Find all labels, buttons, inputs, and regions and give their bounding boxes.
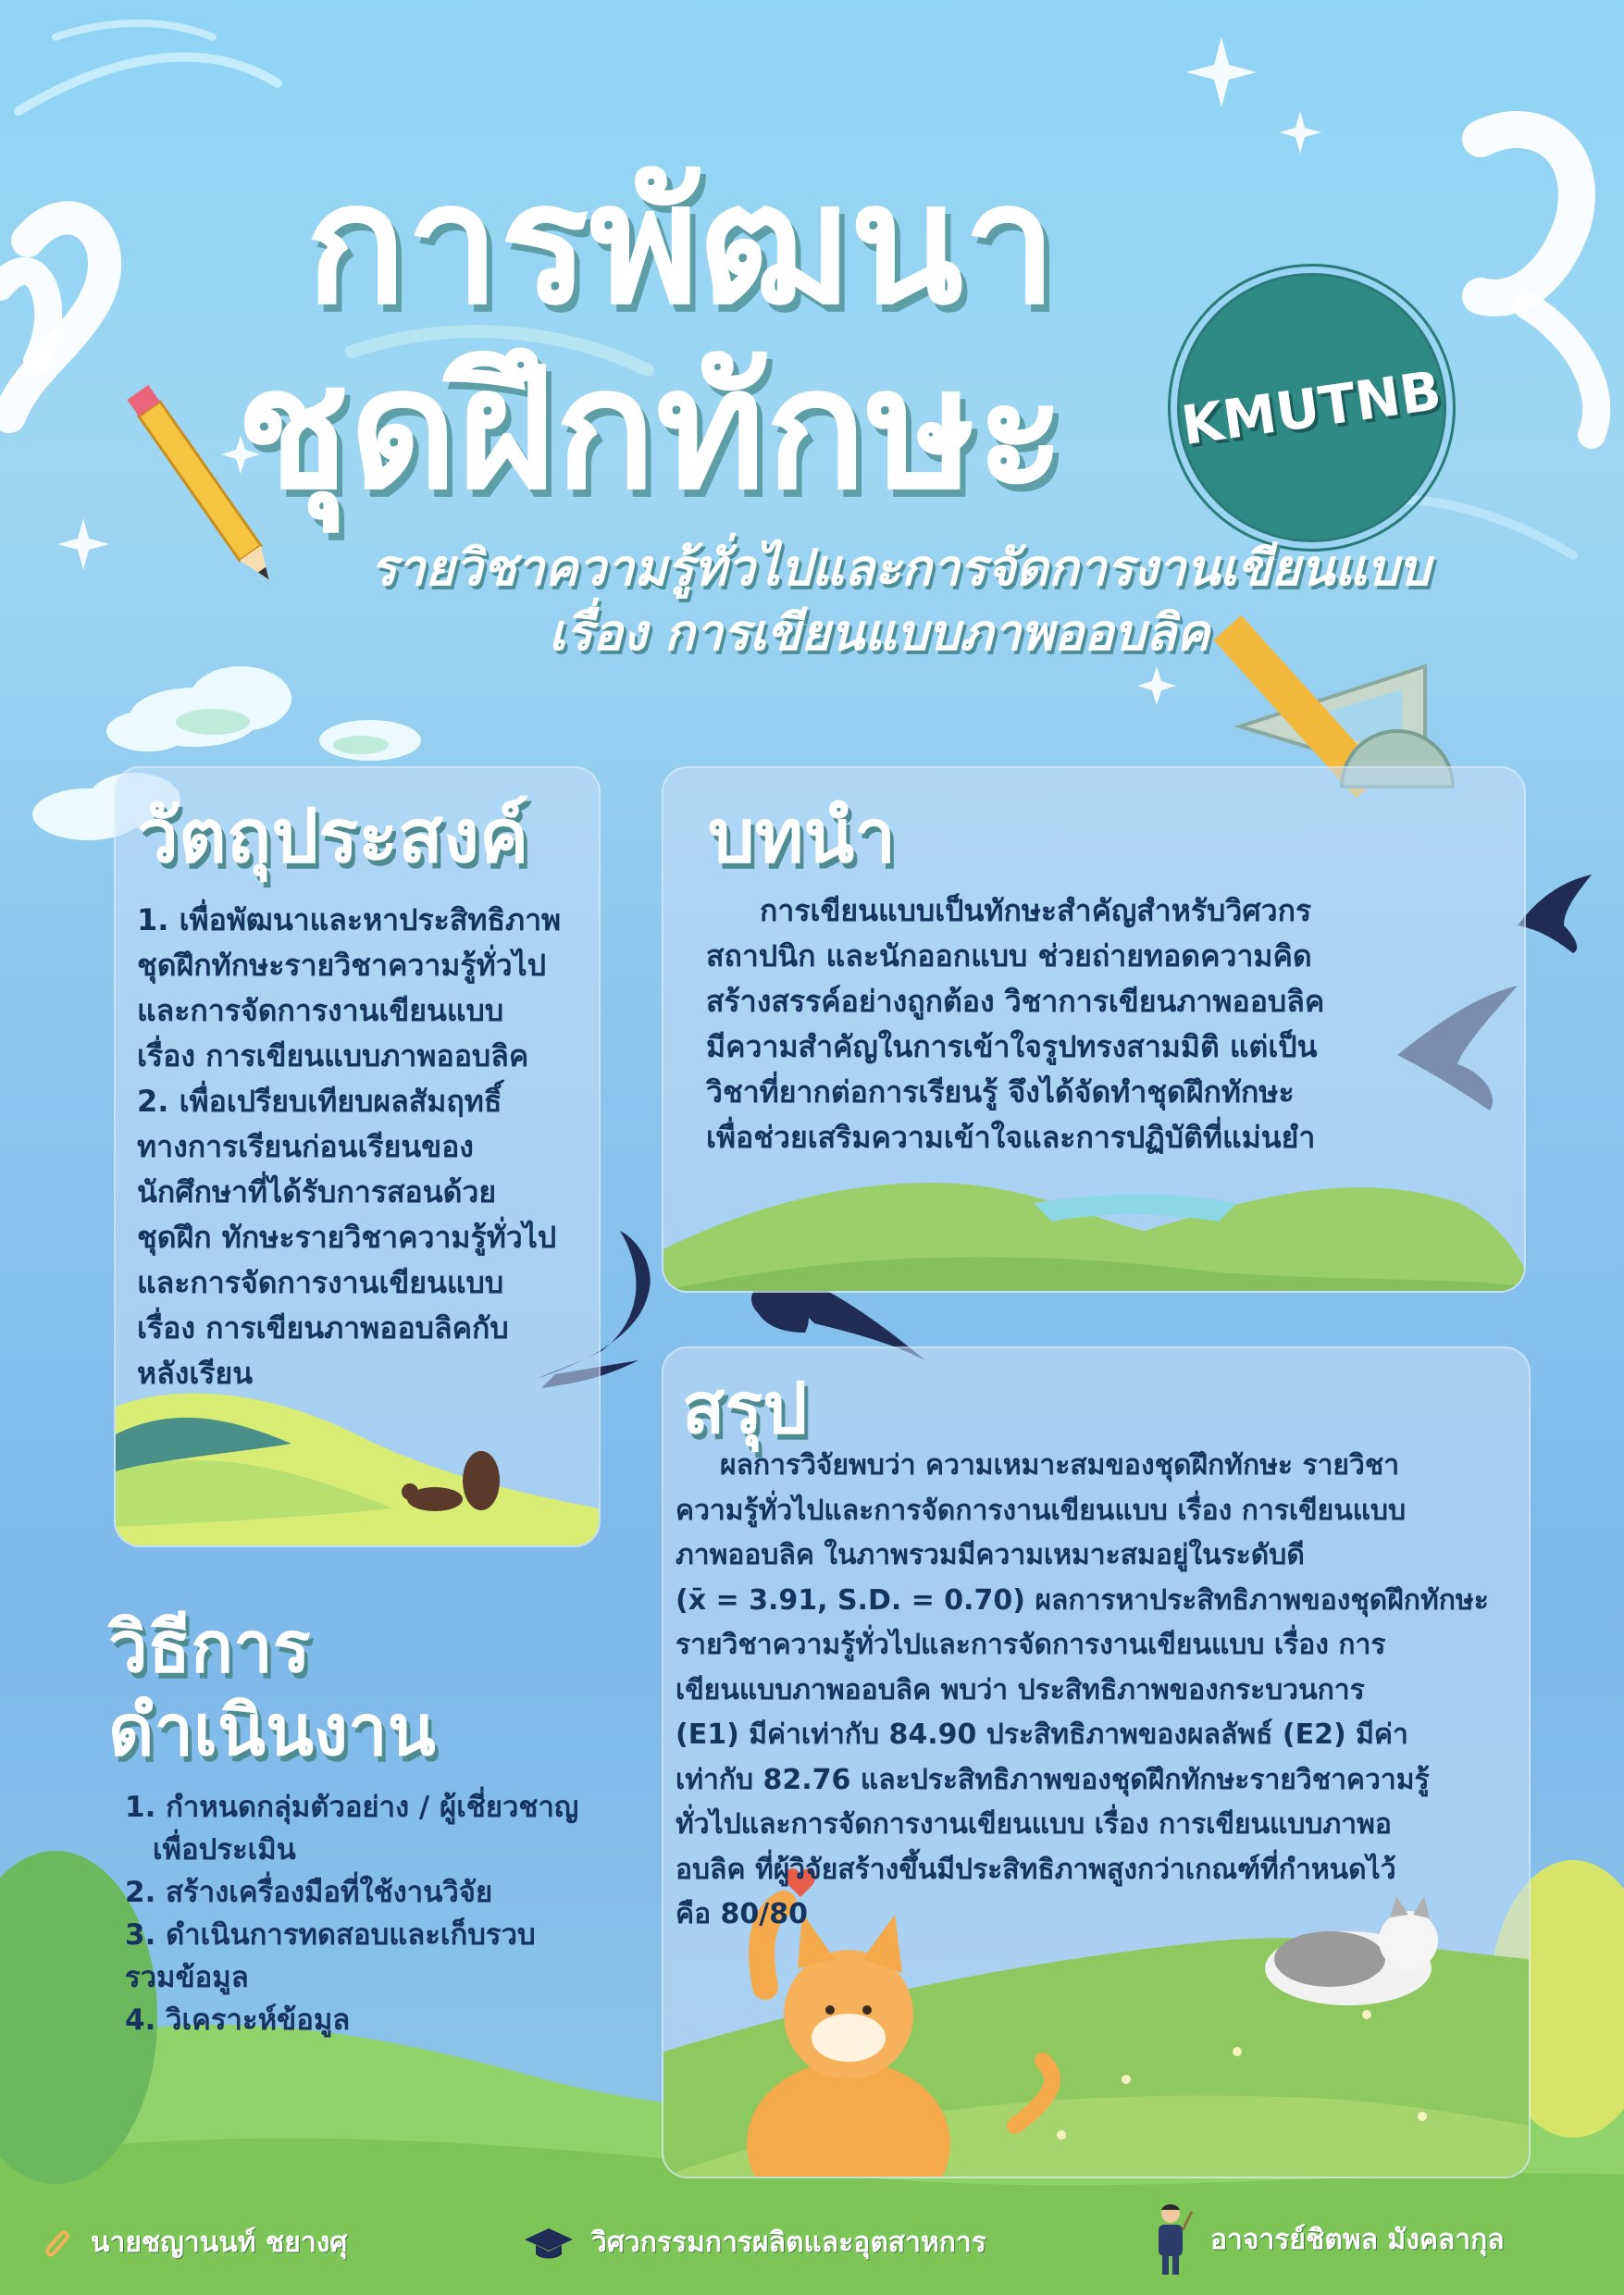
teacher-icon	[1147, 2202, 1194, 2276]
footer-advisor	[1147, 2202, 1505, 2276]
intro-line: เพื่อช่วยเสริมความเข้าใจและการปฏิบัติที่แม่นยำ	[706, 1120, 1316, 1155]
intro-line: วิชาที่ยากต่อการเรียนรู้ จึงได้จัดทำชุดฝึกทักษะ	[706, 1074, 1295, 1110]
objectives-line: เรื่อง การเขียนแบบภาพออบลิค	[137, 1038, 529, 1073]
objectives-line: เรื่อง การเขียนภาพออบลิคกับ	[137, 1310, 509, 1346]
intro-text	[706, 888, 1324, 1160]
conclusion-heading: สรุป	[682, 1367, 808, 1449]
method-heading-2: ดำเนินงาน	[108, 1689, 436, 1771]
advisor-name: อาจารย์ชิตพล มังคลากุล	[1210, 2223, 1505, 2256]
objectives-line: นักศึกษาที่ได้รับการสอนด้วย	[137, 1174, 497, 1210]
method-list	[125, 1786, 578, 2041]
conclusion-line: เท่ากับ 82.76 และประสิทธิภาพของชุดฝึกทักษะรายวิชาความรู้	[676, 1763, 1430, 1796]
method-item: 1. กำหนดกลุ่มตัวอย่าง / ผู้เชี่ยวชาญ	[125, 1791, 579, 1824]
objectives-line: ชุดฝึก ทักษะรายวิชาความรู้ทั่วไป	[137, 1220, 557, 1255]
objectives-text	[137, 898, 561, 1396]
footer-author	[37, 2221, 347, 2264]
objectives-line: 1. เพื่อพัฒนาและหาประสิทธิภาพ	[137, 902, 562, 937]
conclusion-line: รายวิชาความรู้ทั่วไปและการจัดการงานเขียนแบบ เรื่อง การ	[676, 1629, 1386, 1661]
conclusion-line: ความรู้ทั่วไปและการจัดการงานเขียนแบบ เรื่อง การเขียนแบบ	[676, 1494, 1407, 1527]
method-item: 3. ดำเนินการทดสอบและเก็บรวบ	[125, 1918, 536, 1952]
author-name: นายชญานนท์ ชยางศุ	[91, 2227, 348, 2259]
objectives-heading: วัตถุประสงค์	[137, 793, 529, 879]
conclusion-line: (x̄ = 3.91, S.D. = 0.70) ผลการหาประสิทธิภาพของชุดฝึกทักษะ	[676, 1583, 1489, 1617]
subtitle-line-1: รายวิชาความรู้ทั่วไปและการจัดการงานเขียนแบบ	[370, 539, 1431, 597]
method-item: 2. สร้างเครื่องมือที่ใช้งานวิจัย	[125, 1876, 493, 1909]
intro-heading: บทนำ	[708, 793, 897, 879]
title-line-2: ชุดฝึกทักษะ	[236, 333, 1066, 527]
subtitle-line-2: เรื่อง การเขียนแบบภาพออบลิค	[548, 603, 1210, 662]
conclusion-line: (E1) มีค่าเท่ากับ 84.90 ประสิทธิภาพของผลลัพธ์ (E2) มีค่า	[676, 1718, 1408, 1751]
intro-line: สถาปนิก และนักออกแบบ ช่วยถ่ายทอดความคิด	[706, 938, 1312, 974]
objectives-line: และการจัดการงานเขียนแบบ	[137, 993, 504, 1028]
title-line-1: การพัฒนา	[305, 148, 1058, 341]
method-item: เพื่อประเมิน	[153, 1833, 296, 1867]
objectives-line: ชุดฝึกทักษะรายวิชาความรู้ทั่วไป	[137, 948, 547, 983]
method-heading-1: วิธีการ	[108, 1606, 311, 1688]
conclusion-line: คือ 80/80	[676, 1898, 808, 1930]
method-item: รวมข้อมูล	[125, 1961, 249, 1994]
conclusion-line: ทั่วไปและการจัดการงานเขียนแบบ เรื่อง การเขียนแบบภาพอ	[676, 1808, 1392, 1841]
department-name: วิศวกรรมการผลิตและอุตสาหการ	[591, 2227, 986, 2259]
objectives-line: ทางการเรียนก่อนเรียนของ	[137, 1129, 474, 1164]
graduation-cap-icon	[523, 2225, 575, 2262]
objectives-line: หลังเรียน	[137, 1356, 254, 1391]
method-item: 4. วิเคราะห์ข้อมูล	[125, 2003, 351, 2037]
intro-line: มีความสำคัญในการเข้าใจรูปทรงสามมิติ แต่เป็น	[706, 1029, 1318, 1064]
conclusion-line: อบลิค ที่ผู้วิจัยสร้างขึ้นมีประสิทธิภาพสูงกว่าเกณฑ์ที่กำหนดไว้	[676, 1853, 1396, 1886]
footer-department	[523, 2221, 986, 2264]
objectives-line: และการจัดการงานเขียนแบบ	[137, 1265, 504, 1300]
conclusion-line: เขียนแบบภาพออบลิค พบว่า ประสิทธิภาพของกระบวนการ	[676, 1673, 1365, 1706]
conclusion-line: ผลการวิจัยพบว่า ความเหมาะสมของชุดฝึกทักษะ รายวิชา	[720, 1449, 1400, 1482]
intro-line: สร้างสรรค์อย่างถูกต้อง วิชาการเขียนภาพออบลิค	[706, 984, 1325, 1019]
paperclip-icon	[37, 2225, 74, 2262]
conclusion-line: ภาพออบลิค ในภาพรวมมีความเหมาะสมอยู่ในระดับดี	[676, 1539, 1305, 1571]
kmutnb-badge	[1177, 273, 1446, 542]
badge-text: KMUTNB	[1178, 358, 1445, 457]
objectives-line: 2. เพื่อเปรียบเทียบผลสัมฤทธิ์	[137, 1084, 502, 1119]
conclusion-text	[676, 1444, 1489, 1938]
intro-line: การเขียนแบบเป็นทักษะสำคัญสำหรับวิศวกร	[760, 893, 1312, 928]
